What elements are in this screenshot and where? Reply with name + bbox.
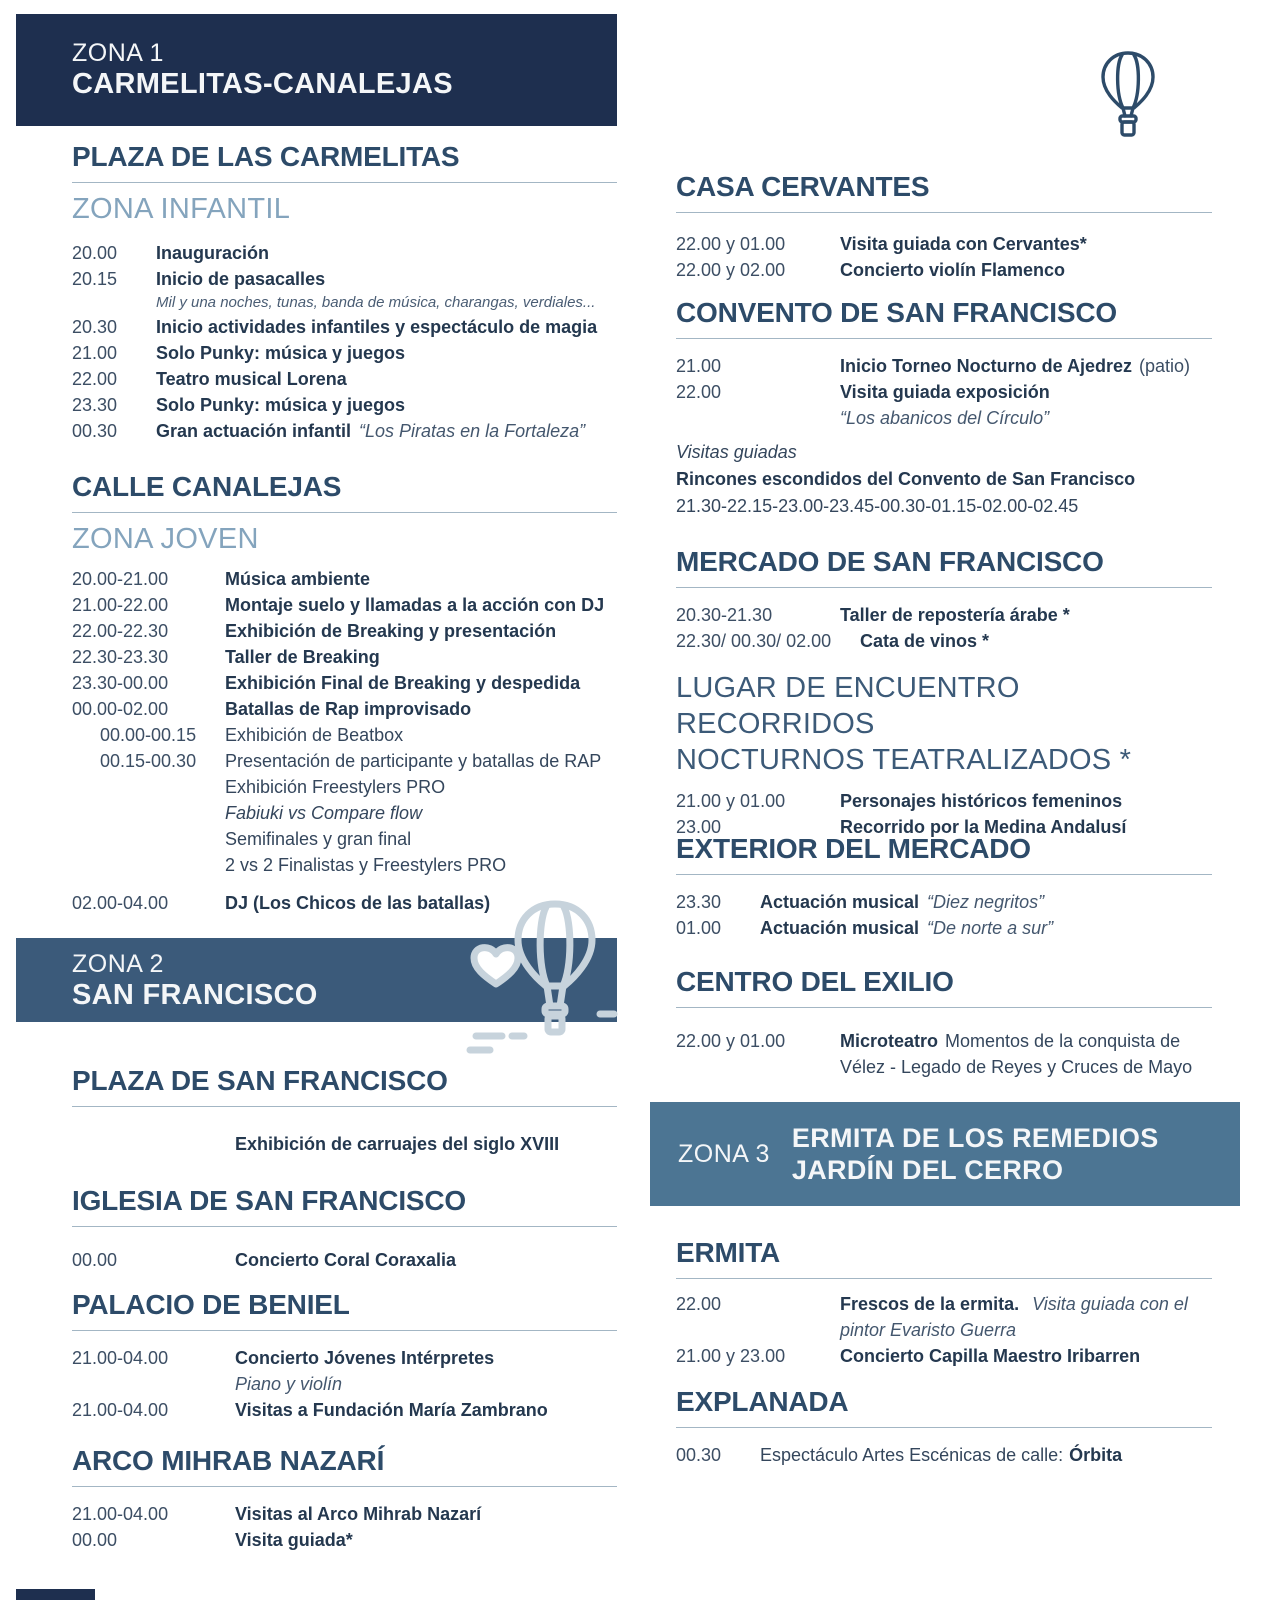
event-time: 20.30 [72, 317, 118, 337]
event-title: Personajes históricos femeninos [840, 791, 1123, 811]
schedule-row [72, 696, 617, 722]
event-time: 22.00 [676, 1294, 722, 1314]
schedule-row [72, 1247, 617, 1273]
event-time: 22.30-23.30 [72, 647, 169, 667]
event-time: 22.30/ 00.30/ 02.00 [676, 631, 832, 651]
schedule-row [72, 566, 617, 592]
schedule-row [676, 257, 1212, 283]
event-title: Presentación de participante y batallas de RAP [225, 751, 602, 771]
event-title: Exhibición de Beatbox [225, 725, 404, 745]
section-casa-cervantes [676, 170, 1212, 283]
zone3-label: ZONA 3 [678, 1140, 770, 1168]
event-time: 00.30 [72, 421, 118, 441]
event-title: Montaje suelo y llamadas a la acción con DJ [225, 595, 605, 615]
schedule-row [676, 353, 1212, 379]
schedule-row [72, 266, 617, 314]
zone3-title: ERMITA DE LOS REMEDIOS JARDÍN DEL CERRO [791, 1123, 1159, 1185]
event-time: 00.00 [72, 1250, 118, 1270]
section-plaza-san-francisco [72, 1064, 617, 1157]
section-mercado-san-francisco [676, 545, 1212, 654]
schedule-row [676, 231, 1212, 257]
schedule-row [676, 915, 1212, 941]
event-time: 23.30 [676, 892, 722, 912]
schedule-row [72, 618, 617, 644]
schedule-row [72, 240, 617, 266]
schedule-subrow [72, 774, 617, 800]
schedule-row [72, 1501, 617, 1527]
section-calle-canalejas [72, 470, 617, 916]
section-exterior-mercado [676, 832, 1212, 941]
event-title: Taller de repostería árabe * [840, 605, 1070, 625]
event-time: 00.00-02.00 [72, 699, 169, 719]
schedule-row [72, 340, 617, 366]
event-time: 21.00 [676, 356, 722, 376]
event-description: Momentos de la conquista de Vélez - Legado de Reyes y Cruces de Mayo [840, 1031, 1193, 1077]
event-note: Mil y una noches, tunas, banda de música, charangas, verdiales... [156, 294, 596, 311]
event-title: Teatro musical Lorena [156, 369, 347, 389]
guided-visits-block [676, 439, 1212, 519]
schedule-row [676, 788, 1212, 814]
zone2-label: ZONA 2 [72, 950, 164, 978]
event-subline: “Los abanicos del Círculo” [840, 408, 1050, 428]
event-time: 21.00 [72, 343, 118, 363]
section-heading: EXPLANADA [676, 1385, 1212, 1428]
zone2-title: SAN FRANCISCO [72, 979, 318, 1011]
schedule-row [72, 1527, 617, 1553]
event-time: 20.15 [72, 269, 118, 289]
event-title: Visita guiada exposición “Los abanicos del Círculo” [840, 379, 1050, 431]
event-quote: “Los Piratas en la Fortaleza” [359, 421, 586, 441]
event-show-name: Órbita [1069, 1445, 1123, 1465]
schedule-row [72, 418, 617, 444]
event-title: Visita guiada con Cervantes* [840, 234, 1087, 254]
event-time: 21.00-04.00 [72, 1400, 169, 1420]
schedule-row [72, 670, 617, 696]
section-centro-exilio [676, 965, 1212, 1080]
event-guided-note: Visita guiada con el pintor Evaristo Guerra [840, 1294, 1188, 1340]
event-quote: “Diez negritos” [927, 892, 1045, 912]
section-heading: IGLESIA DE SAN FRANCISCO [72, 1184, 617, 1227]
event-title: Espectáculo Artes Escénicas de calle: Órbita [760, 1445, 1123, 1465]
event-time: 22.00-22.30 [72, 621, 169, 641]
section-convento-san-francisco [676, 296, 1212, 519]
section-heading: PLAZA DE LAS CARMELITAS [72, 140, 617, 183]
event-time: 21.00 y 23.00 [676, 1346, 786, 1366]
zone1-banner [16, 14, 617, 126]
event-time: 21.00-22.00 [72, 595, 169, 615]
event-time: 22.00 y 01.00 [676, 1031, 786, 1051]
event-title: Solo Punky: música y juegos [156, 395, 406, 415]
event-title: Música ambiente [225, 569, 371, 589]
event-title: Actuación musical “Diez negritos” [760, 892, 1045, 912]
schedule-row [72, 1345, 617, 1397]
section-palacio-beniel [72, 1288, 617, 1423]
event-title: Concierto Capilla Maestro Iribarren [840, 1346, 1141, 1366]
event-time: 21.00 y 01.00 [676, 791, 786, 811]
event-time: 22.00 [72, 369, 118, 389]
event-time: 20.30-21.30 [676, 605, 773, 625]
schedule-row [676, 602, 1212, 628]
subzone-label: ZONA INFANTIL [72, 193, 291, 225]
schedule-row [676, 889, 1212, 915]
schedule-row [676, 1343, 1212, 1369]
event-title: Inicio de pasacalles Mil y una noches, tunas, banda de música, charangas, verdiales... [156, 266, 595, 314]
event-title: Inicio actividades infantiles y espectáculo de magia [156, 317, 598, 337]
schedule-row [676, 1291, 1212, 1343]
schedule-row [676, 1442, 1212, 1468]
schedule-row [72, 644, 617, 670]
schedule-row [72, 366, 617, 392]
subzone-label: ZONA JOVEN [72, 523, 259, 555]
section-explanada [676, 1385, 1212, 1468]
schedule-row [72, 392, 617, 418]
section-heading: MERCADO DE SAN FRANCISCO [676, 545, 1212, 588]
event-title: 2 vs 2 Finalistas y Freestylers PRO [225, 855, 507, 875]
event-title: Semifinales y gran final [225, 829, 412, 849]
event-title: Inicio Torneo Nocturno de Ajedrez (patio) [840, 356, 1191, 376]
section-heading: CONVENTO DE SAN FRANCISCO [676, 296, 1212, 339]
section-heading: LUGAR DE ENCUENTRO RECORRIDOS NOCTURNOS TEATRALIZADOS * [676, 672, 1132, 776]
event-title: Taller de Breaking [225, 647, 380, 667]
event-title: DJ (Los Chicos de las batallas) [225, 893, 491, 913]
schedule-row [676, 1028, 1212, 1080]
section-heading: PALACIO DE BENIEL [72, 1288, 617, 1331]
schedule-row [72, 1131, 617, 1157]
event-time: 00.15-00.30 [100, 751, 197, 771]
zone1-title: CARMELITAS-CANALEJAS [72, 68, 453, 100]
event-title: Microteatro Momentos de la conquista de Vélez - Legado de Reyes y Cruces de Mayo [840, 1031, 1193, 1077]
event-time: 01.00 [676, 918, 722, 938]
event-title: Frescos de la ermita. Visita guiada con el pintor Evaristo Guerra [840, 1294, 1188, 1340]
section-plaza-carmelitas [72, 140, 617, 444]
event-title: Concierto Jóvenes Intérpretes Piano y violín [235, 1345, 494, 1397]
event-title: Inauguración [156, 243, 270, 263]
event-title: Exhibición de carruajes del siglo XVIII [235, 1134, 560, 1154]
schedule-row [72, 592, 617, 618]
event-time: 22.00 y 01.00 [676, 234, 786, 254]
event-title: Visitas a Fundación María Zambrano [235, 1400, 548, 1420]
event-time: 20.00-21.00 [72, 569, 169, 589]
event-title: Visitas al Arco Mihrab Nazarí [235, 1504, 482, 1524]
schedule-subrow [72, 748, 617, 774]
event-time: 20.00 [72, 243, 118, 263]
event-time: 02.00-04.00 [72, 893, 169, 913]
event-subline: Piano y violín [235, 1374, 343, 1394]
event-title: Recorrido por la Medina Andalusí [840, 817, 1127, 837]
section-ermita [676, 1236, 1212, 1369]
event-quote: “De norte a sur” [927, 918, 1054, 938]
event-time: 21.00-04.00 [72, 1504, 169, 1524]
guided-visits-title: Rincones escondidos del Convento de San Francisco [676, 469, 1136, 489]
event-time: 23.30-00.00 [72, 673, 169, 693]
schedule-row [72, 1397, 617, 1423]
hot-air-balloon-cloud-icon [460, 896, 620, 1064]
event-time: 21.00-04.00 [72, 1348, 169, 1368]
section-heading: CASA CERVANTES [676, 170, 1212, 213]
section-heading: CALLE CANALEJAS [72, 470, 617, 513]
section-heading: EXTERIOR DEL MERCADO [676, 832, 1212, 875]
event-time: 00.30 [676, 1445, 722, 1465]
event-time: 00.00 [72, 1530, 118, 1550]
event-title: Gran actuación infantil “Los Piratas en la Fortaleza” [156, 421, 586, 441]
event-time: 23.30 [72, 395, 118, 415]
schedule-row [676, 379, 1212, 431]
event-title: Fabiuki vs Compare flow [225, 803, 423, 823]
event-title: Exhibición Final de Breaking y despedida [225, 673, 581, 693]
section-iglesia-san-francisco [72, 1184, 617, 1273]
event-time: 22.00 y 02.00 [676, 260, 786, 280]
zone3-banner [650, 1102, 1240, 1206]
section-arco-mihrab [72, 1444, 617, 1553]
event-title: Actuación musical “De norte a sur” [760, 918, 1054, 938]
event-time: 22.00 [676, 382, 722, 402]
event-title: Solo Punky: música y juegos [156, 343, 406, 363]
next-zone-banner-partial [16, 1589, 95, 1600]
event-time: 23.00 [676, 817, 722, 837]
event-title: Concierto violín Flamenco [840, 260, 1066, 280]
section-heading: CENTRO DEL EXILIO [676, 965, 1212, 1008]
schedule-subrow [72, 826, 617, 852]
hot-air-balloon-icon [1098, 50, 1158, 140]
event-title: Cata de vinos * [860, 631, 990, 651]
event-title: Concierto Coral Coraxalia [235, 1250, 457, 1270]
schedule-subrow [72, 852, 617, 878]
zone1-label: ZONA 1 [72, 39, 164, 67]
section-heading: ARCO MIHRAB NAZARÍ [72, 1444, 617, 1487]
guided-visits-label: Visitas guiadas [676, 442, 797, 462]
schedule-subrow [72, 722, 617, 748]
schedule-subrow [72, 800, 617, 826]
schedule-row [72, 314, 617, 340]
event-title: Exhibición de Breaking y presentación [225, 621, 557, 641]
section-heading: ERMITA [676, 1236, 1212, 1279]
event-title: Exhibición Freestylers PRO [225, 777, 446, 797]
event-title: Visita guiada* [235, 1530, 353, 1550]
event-suffix: (patio) [1139, 356, 1191, 376]
guided-visits-times: 21.30-22.15-23.00-23.45-00.30-01.15-02.00-02.45 [676, 496, 1079, 516]
event-title: Batallas de Rap improvisado [225, 699, 472, 719]
section-heading: PLAZA DE SAN FRANCISCO [72, 1064, 617, 1107]
section-lugar-encuentro [676, 670, 1212, 840]
event-time: 00.00-00.15 [100, 725, 197, 745]
schedule-row [676, 628, 1212, 654]
